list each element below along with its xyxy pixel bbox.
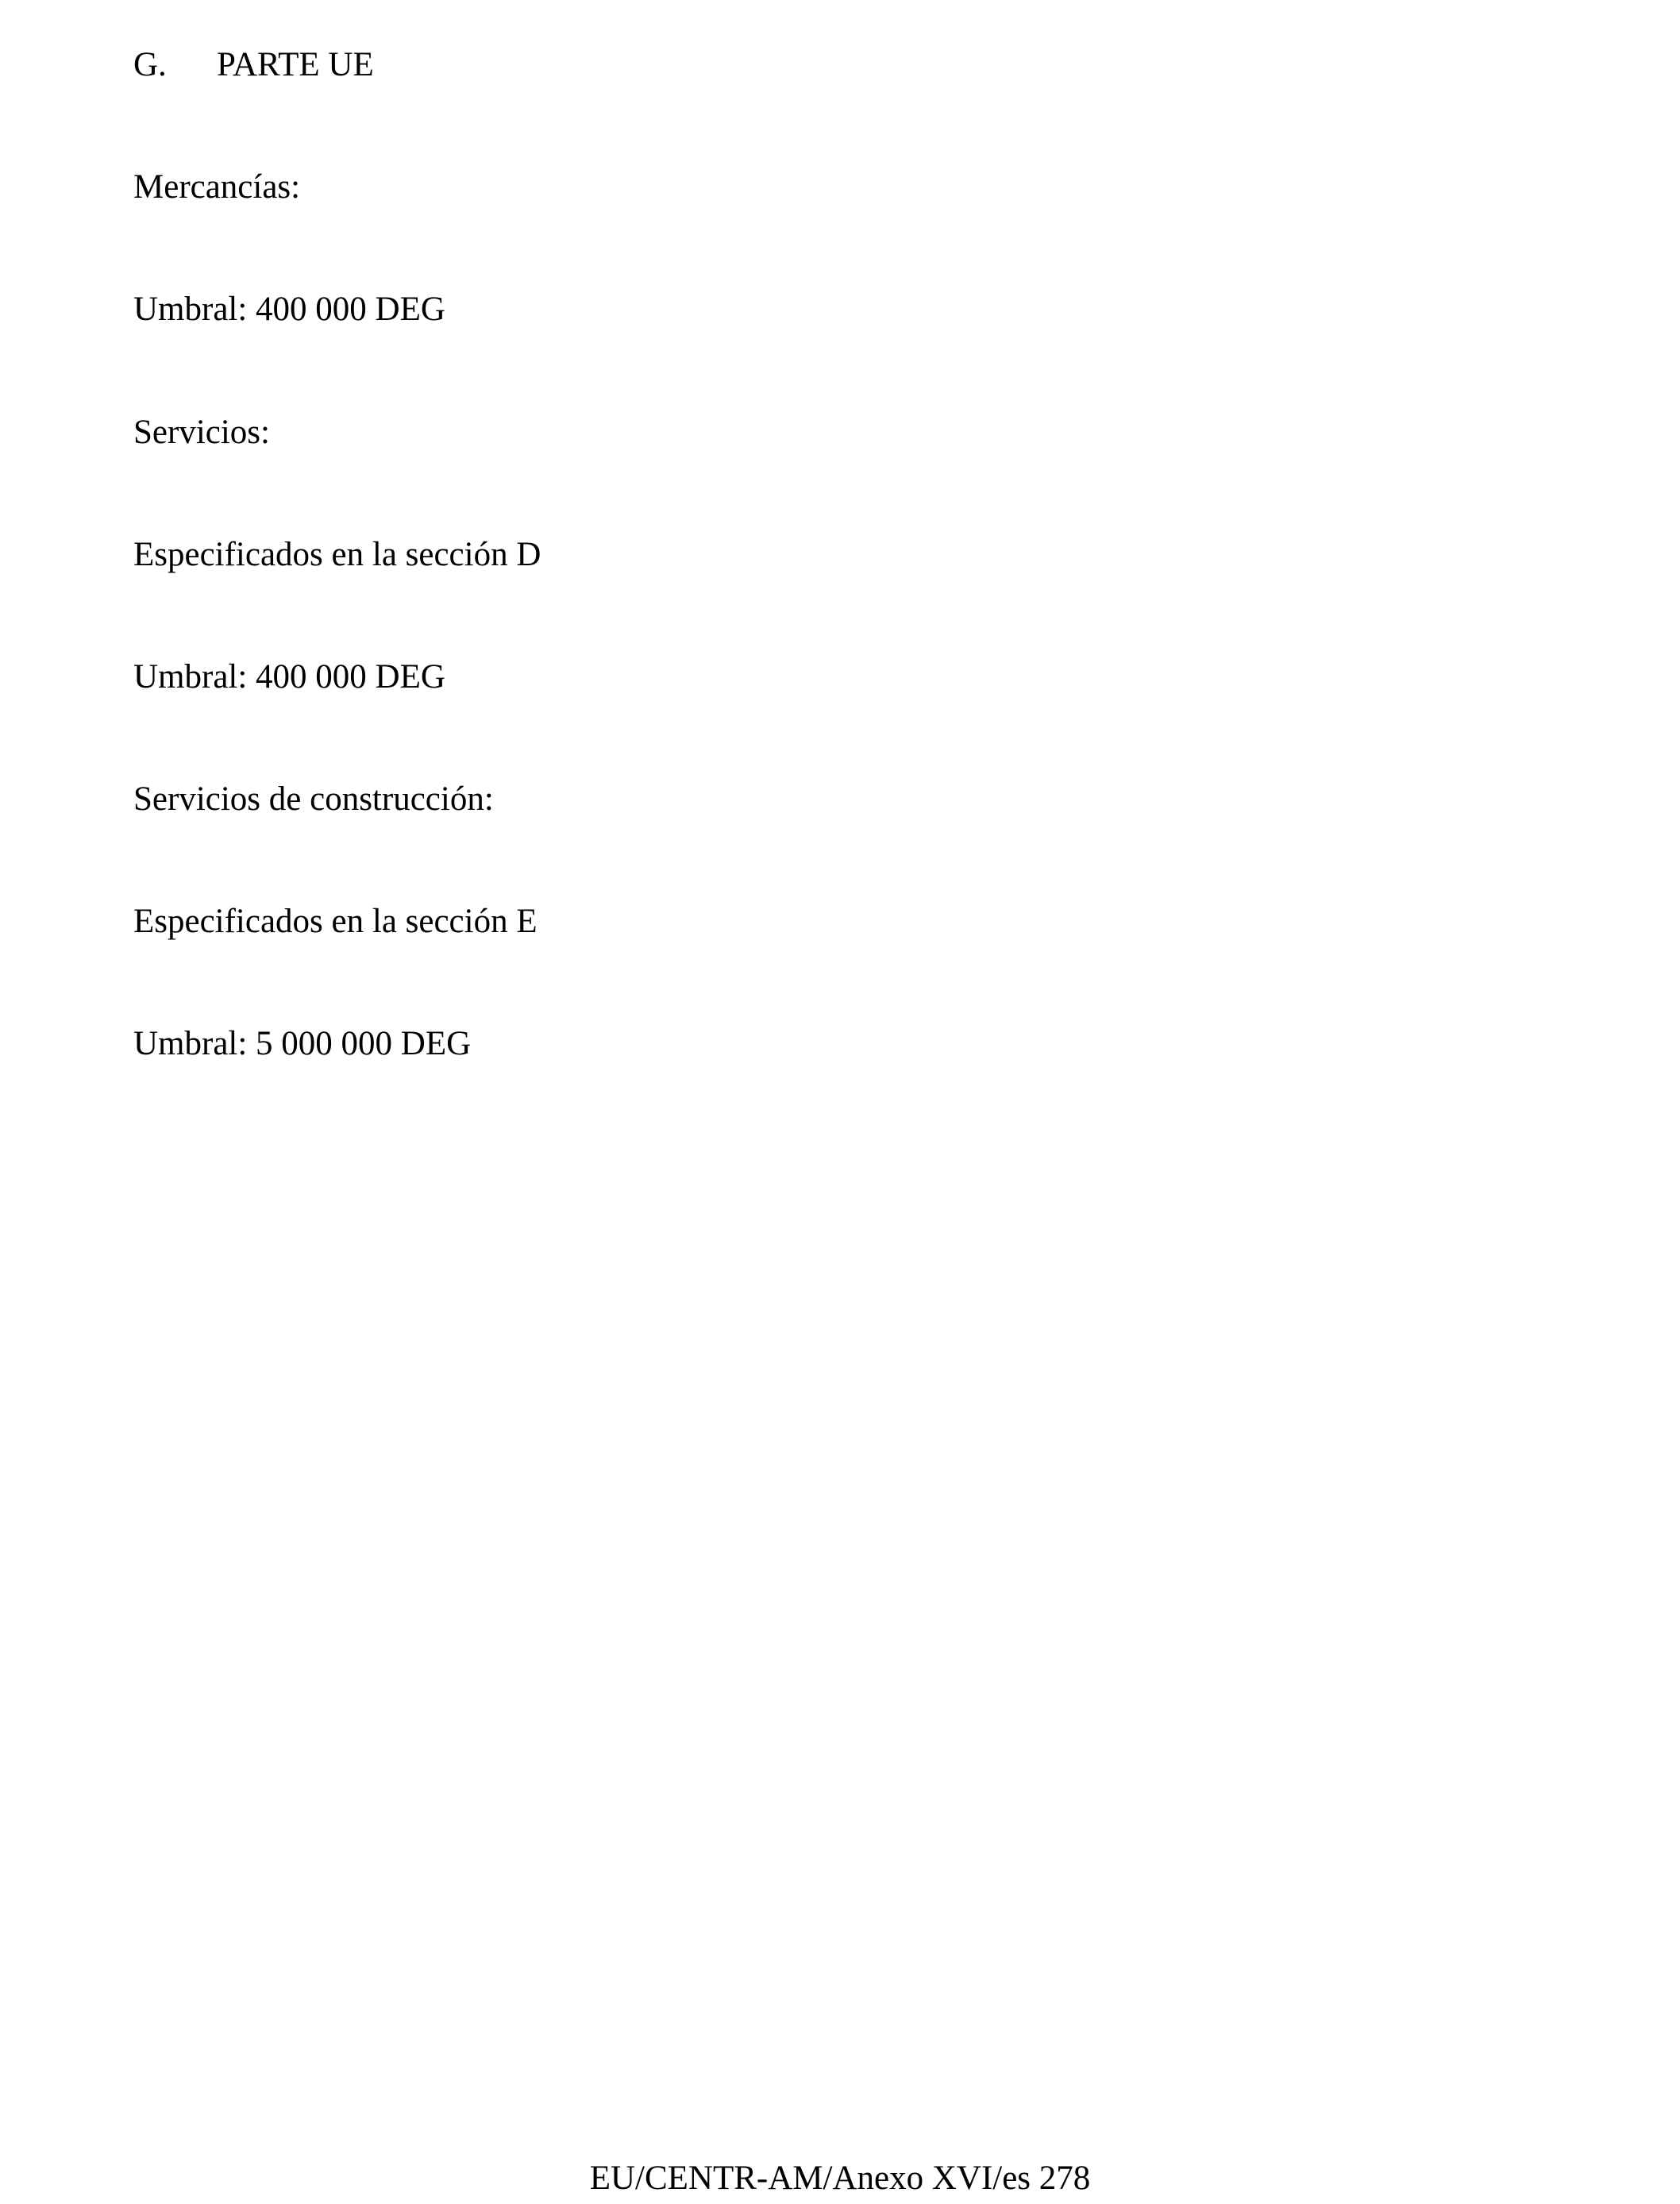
construction-services-label: Servicios de construcción: <box>133 780 494 818</box>
goods-threshold: Umbral: 400 000 DEG <box>133 291 445 328</box>
services-label: Servicios: <box>133 414 270 451</box>
construction-services-specification: Especificados en la sección E <box>133 903 538 940</box>
services-threshold: Umbral: 400 000 DEG <box>133 658 445 695</box>
goods-label: Mercancías: <box>133 168 301 206</box>
section-title: PARTE UE <box>217 46 374 83</box>
section-heading <box>133 41 374 89</box>
page-footer-reference: EU/CENTR-AM/Anexo XVI/es 278 <box>589 2160 1091 2197</box>
services-specification: Especificados en la sección D <box>133 536 541 573</box>
construction-services-threshold: Umbral: 5 000 000 DEG <box>133 1025 472 1062</box>
section-number: G. <box>133 46 167 83</box>
